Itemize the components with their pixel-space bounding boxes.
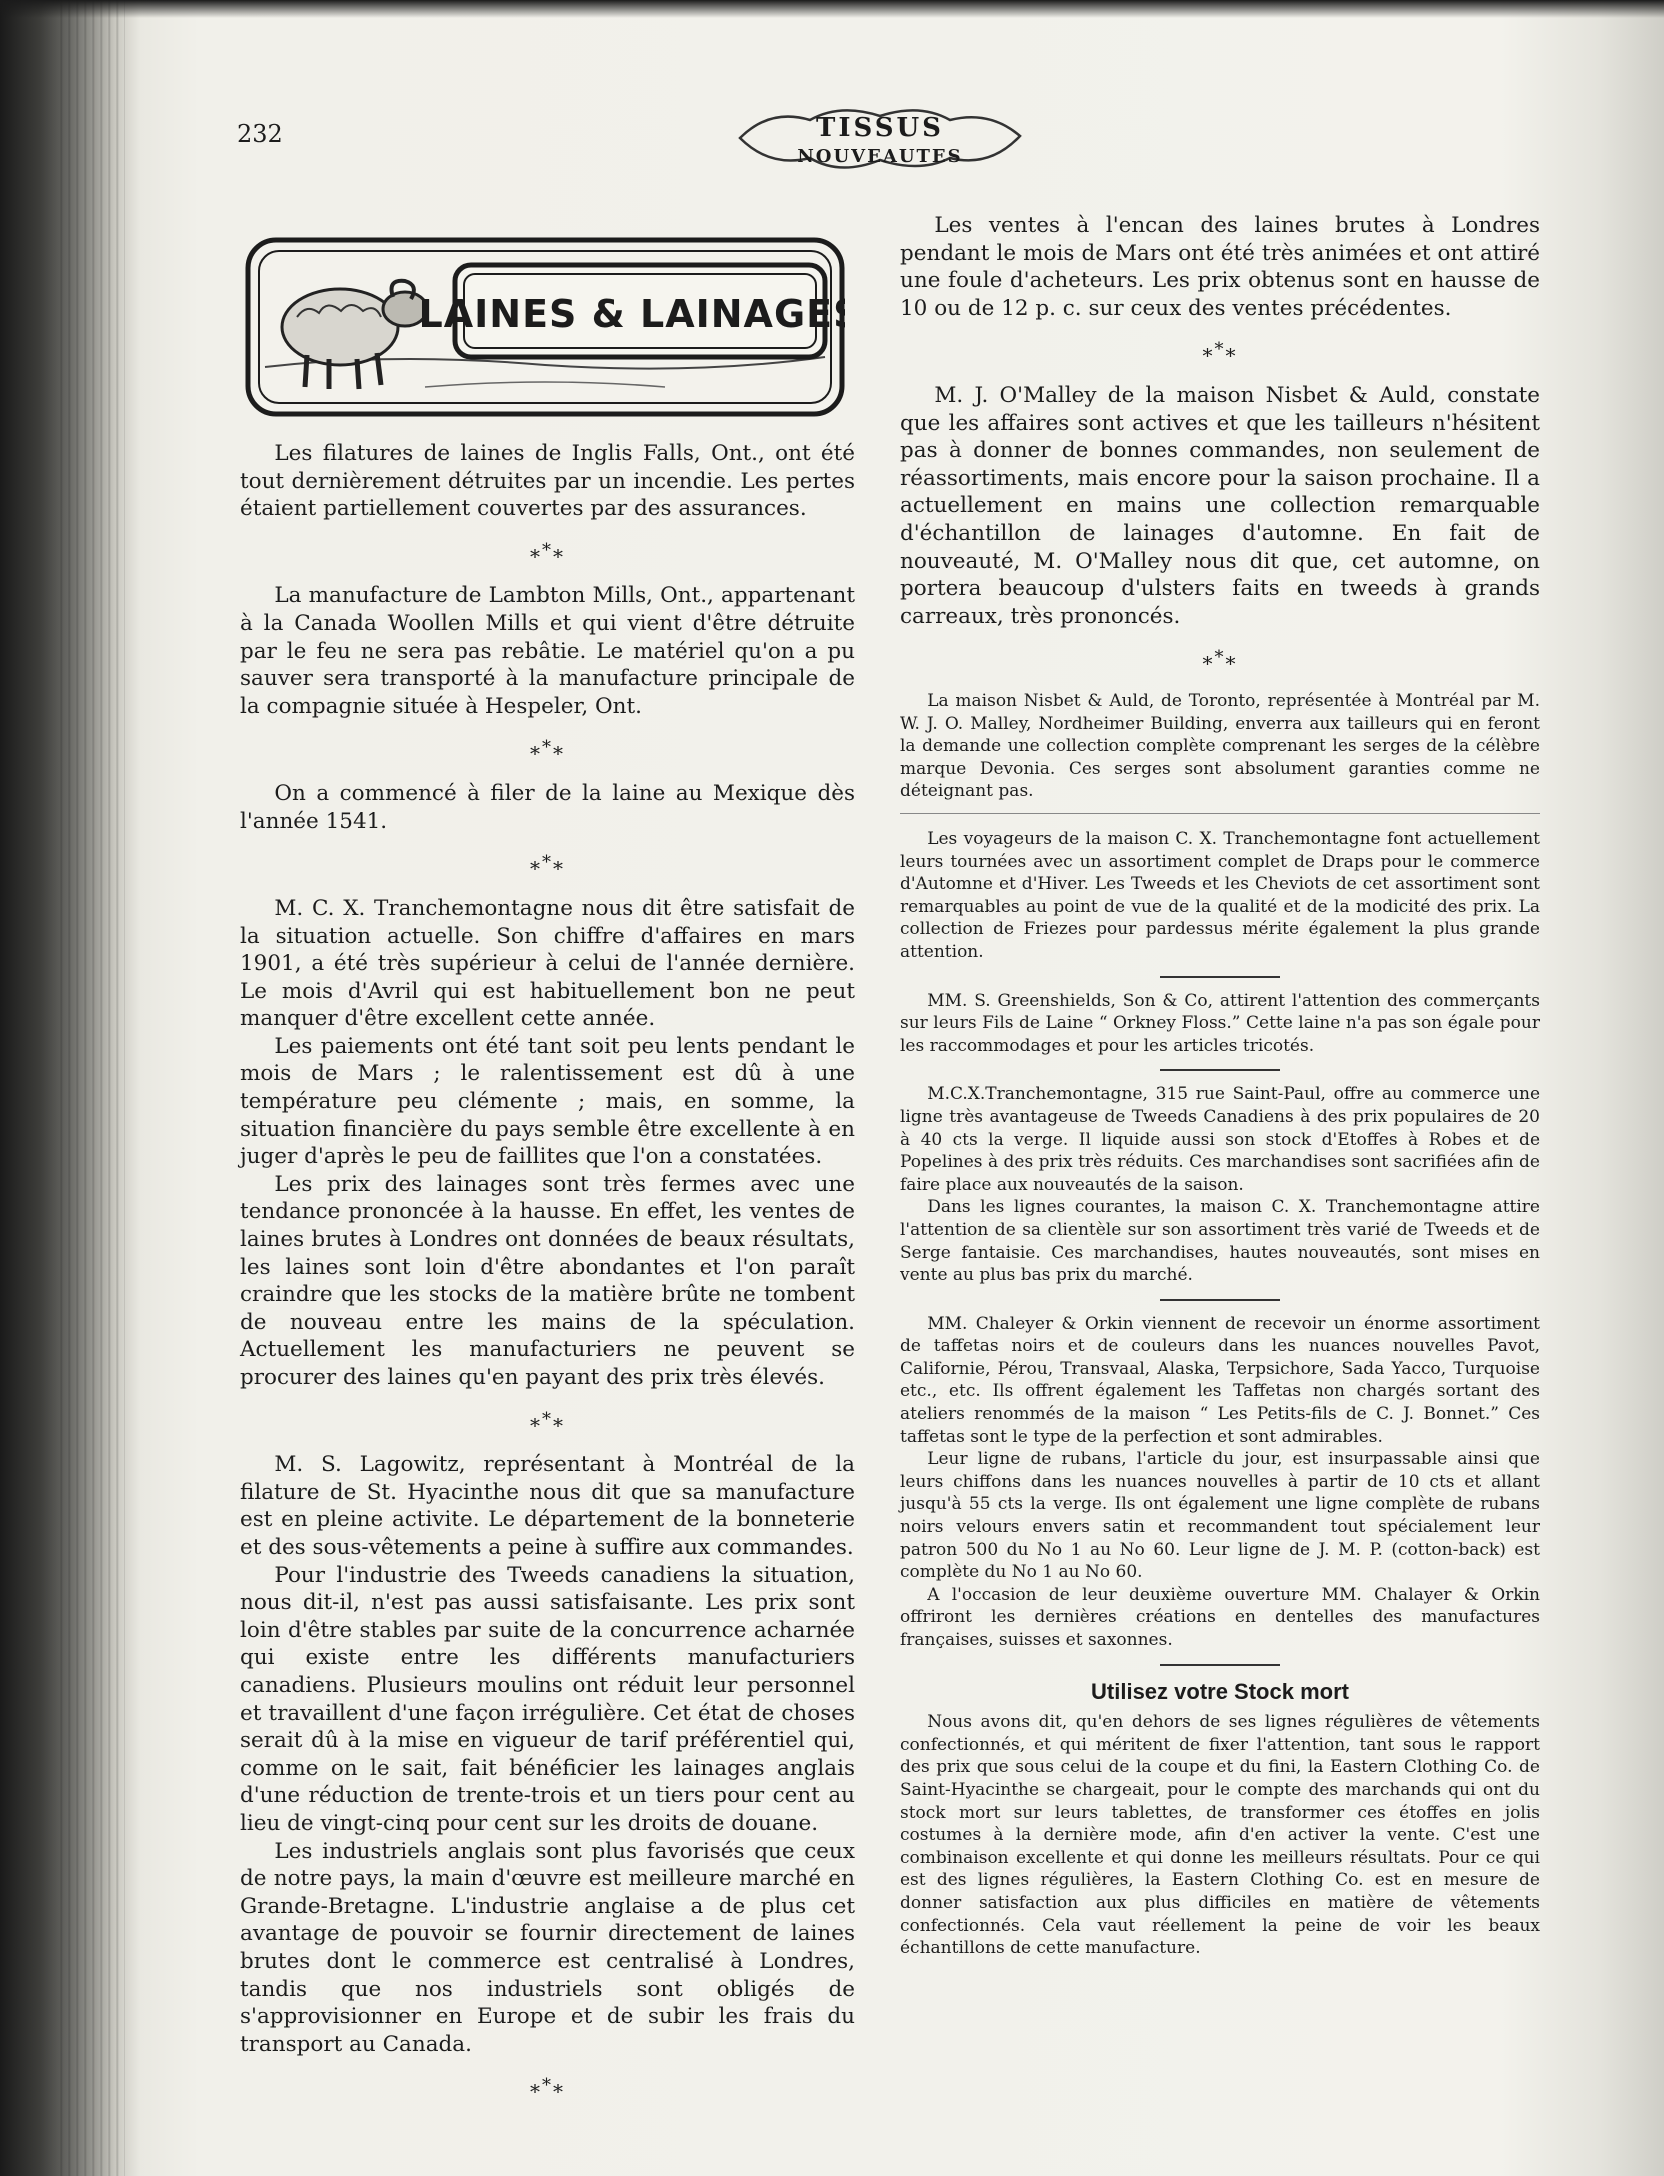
paragraph: A l'occasion de leur deuxième ouverture MM. Chalayer & Orkin offriront les dernières créations en dentelles des manufactures françaises, suisses et saxonnes. (900, 1584, 1540, 1650)
asterism-icon: *** (530, 539, 565, 569)
divider (1160, 1664, 1280, 1666)
svg-text:NOUVEAUTES: NOUVEAUTES (797, 146, 963, 167)
paragraph: Nous avons dit, qu'en dehors de ses lignes régulières de vêtements confectionnés, et qui méritent de fixer l'attention, tant sous le rapport des prix que sous celui de la coupe et du fini, la Eastern Clothing Co. de Saint-Hyacinthe se chargeait, pour le compte des marchands qui ont du stock mort sur leurs tablettes, de transformer ces étoffes en jolis costumes à la dernière mode, afin d'en activer la vente. C'est une combinaison excellente et qui donne les meilleurs résultats. Pour ce qui est des lignes régulières, la Eastern Clothing Co. est en mesure de donner satisfaction aux plus difficiles en matière de vêtements confectionnés. Cela vaut réellement la peine de voir les beaux échantillons de cette manufacture. (900, 1712, 1540, 1959)
paragraph: Les ventes à l'encan des laines brutes à Londres pendant le mois de Mars ont été très animées et ont attiré une foule d'acheteurs. Les prix obtenus sont en hausse de 10 ou de 12 p. c. sur ceux des ventes précédentes. (900, 213, 1540, 321)
asterism-icon: *** (530, 2075, 565, 2104)
masthead-logo (730, 98, 1030, 178)
divider (1160, 1299, 1280, 1301)
paragraph: On a commencé à filer de la laine au Mexique dès l'année 1541. (240, 781, 855, 834)
paragraph: MM. Chaleyer & Orkin viennent de recevoir un énorme assortiment de taffetas noirs et de couleurs dans les nuances nouvelles Pavot, Californie, Pérou, Transvaal, Alaska, Terpsichore, Sada Yacco, Turquoise etc., etc. Ils offrent également les Taffetas non chargés sortant des ateliers renommés de la maison “ Les Petits-fils de C. J. Bonnet.” Ces taffetas sont le type de la perfection et sont admirables. (900, 1313, 1540, 1447)
divider (1160, 1069, 1280, 1071)
notice-block (900, 1083, 1540, 1286)
paragraph: Les voyageurs de la maison C. X. Tranchemontagne font actuellement leurs tournées avec un assortiment complet de Draps pour le commerce d'Automne et d'Hiver. Les Tweeds et les Cheviots de cet assortiment sont remarquables au point de vue de la qualité et de la modicité des prix. La collection de Friezes pour pardessus mérite également la plus grande attention. (900, 829, 1540, 962)
svg-text:TISSUS: TISSUS (816, 113, 944, 143)
paragraph: Les prix des lainages sont très fermes avec une tendance prononcée à la hausse. En effet, les ventes de laines brutes à Londres ont données de beaux résultats, les laines sont loin d'être abondantes et l'on paraît craindre que les stocks de la matière brûte ne tombent de nouveau entre les mains de la spéculation. Actuellement les manufacturiers ne peuvent se procurer des laines qu'en payant des prix très élevés. (240, 1171, 855, 1390)
notice-block (900, 690, 1540, 803)
asterism-icon: *** (1202, 339, 1238, 369)
section-heading: Utilisez votre Stock mort (1091, 1678, 1349, 1704)
notice-block (900, 1711, 1540, 1960)
notice-block (900, 990, 1540, 1058)
paragraph: Les paiements ont été tant soit peu lents pendant le mois de Mars ; le ralentissement est dû à une température peu clémente ; mais, en somme, la situation financière du pays semble être excellente à en juger d'après le peu de faillites que l'on a constatées. (240, 1033, 855, 1170)
paragraph: MM. S. Greenshields, Son & Co, attirent l'attention des commerçants sur leurs Fils de Laine “ Orkney Floss.” Cette laine n'a pas son égale pour les raccommodages et pour les articles tricotés. (900, 990, 1540, 1056)
asterism-icon: *** (530, 852, 565, 881)
paragraph: La manufacture de Lambton Mills, Ont., appartenant à la Canada Woollen Mills et qui vient d'être détruite par le feu ne sera pas rebâtie. Le matériel qu'on a pu sauver sera transporté à la manufacture principale de la compagnie située à Hespeler, Ont. (240, 583, 855, 719)
page-edges (55, 0, 125, 2176)
left-column (240, 440, 855, 2118)
banner-title: LAINES & LAINAGES (418, 292, 845, 336)
paragraph: M. S. Lagowitz, représentant à Montréal de la filature de St. Hyacinthe nous dit que sa manufacture est en pleine activite. Le département de la bonneterie et des sous-vêtements a peine à suffire aux commandes. (240, 1452, 855, 1561)
paragraph: M. C. X. Tranchemontagne nous dit être satisfait de la situation actuelle. Son chiffre d'affaires en mars 1901, a été très supérieur à celui de l'année dernière. Le mois d'Avril qui est habituellement bon ne peut manquer d'être excellent cette année. (240, 895, 855, 1032)
paragraph: Leur ligne de rubans, l'article du jour, est insurpassable ainsi que leurs chiffons dans les nuances nouvelles à partir de 10 cts et allant jusqu'à 55 cts la verge. Ils ont également une ligne complète de rubans noirs velours envers satin et recommandent tout spécialement leur patron 500 du No 1 au No 60. Leur ligne de J. M. P. (cotton-back) est complète du No 1 au No 60. (900, 1449, 1540, 1583)
paragraph: M.C.X.Tranchemontagne, 315 rue Saint-Paul, offre au commerce une ligne très avantageuse de Tweeds Canadiens à des prix populaires de 20 à 40 cts la verge. Il liquide aussi son stock d'Etoffes à Robes et de Popelines à des prix très réduits. Ces marchandises sont sacrifiées afin de faire place aux nouveautés de la saison. (900, 1084, 1540, 1195)
asterism-icon: *** (1202, 647, 1238, 677)
paragraph: Les industriels anglais sont plus favorisés que ceux de notre pays, la main d'œuvre est meilleure marché en Grande-Bretagne. L'industrie anglaise a de plus cet avantage de pouvoir se fournir directement de laines brutes dont le commerce est centralisé à Londres, tandis que nos industriels sont obligés de s'approvisionner en Europe et de subir les frais du transport au Canada. (240, 1838, 855, 2057)
divider (900, 813, 1540, 814)
paragraph: La maison Nisbet & Auld, de Toronto, représentée à Montréal par M. W. J. O. Malley, Nordheimer Building, enverra aux tailleurs qui en feront la demande une collection complète comprenant les serges de la célèbre marque Devonia. Ces serges sont absolument garanties comme ne déteignant pas. (900, 691, 1540, 802)
notice-block (900, 1313, 1540, 1652)
divider (1160, 976, 1280, 978)
paragraph: M. J. O'Malley de la maison Nisbet & Auld, constate que les affaires sont actives et que les tailleurs n'hésitent pas à donner de bonnes commandes, non seulement de réassortiments, mais encore pour la saison prochaine. Il a actuellement en mains une collection remarquable d'échantillon de lainages d'automne. En fait de nouveauté, M. O'Malley nous dit que, cet automne, on portera beaucoup d'ulsters faits en tweeds à grands carreaux, très prononcés. (900, 383, 1540, 629)
notice-block (900, 828, 1540, 964)
paragraph: Dans les lignes courantes, la maison C. X. Tranchemontagne attire l'attention de sa clientèle sur son assortiment très varié de Tweeds et de Serge fantaisie. Ces marchandises, hautes nouveautés, sont mises en vente au plus bas prix du marché. (900, 1197, 1540, 1286)
page-number: 232 (237, 120, 283, 148)
paragraph: Pour l'industrie des Tweeds canadiens la situation, nous dit-il, n'est pas aussi satisfaisante. Les prix sont loin d'être stables par suite de la concurrence acharnée qui existe entre les différents manufacturiers canadiens. Plusieurs moulins ont réduit leur personnel et travaillent d'une façon irrégulière. Cet état de choses serait dû à la mise en vigueur de tarif préférentiel qui, comme on le sait, fait bénéficier les lainages anglais d'une réduction de trente-trois et un tiers pour cent au lieu de vingt-cinq pour cent sur les droits de douane. (240, 1562, 855, 1836)
right-column (900, 212, 1540, 1960)
section-banner (245, 237, 845, 417)
paragraph: Les filatures de laines de Inglis Falls, Ont., ont été tout dernièrement détruites par un incendie. Les pertes étaient partiellement couvertes par des assurances. (240, 441, 855, 522)
top-shadow (0, 0, 1664, 18)
asterism-icon: *** (530, 737, 565, 767)
asterism-icon: *** (530, 1408, 565, 1438)
